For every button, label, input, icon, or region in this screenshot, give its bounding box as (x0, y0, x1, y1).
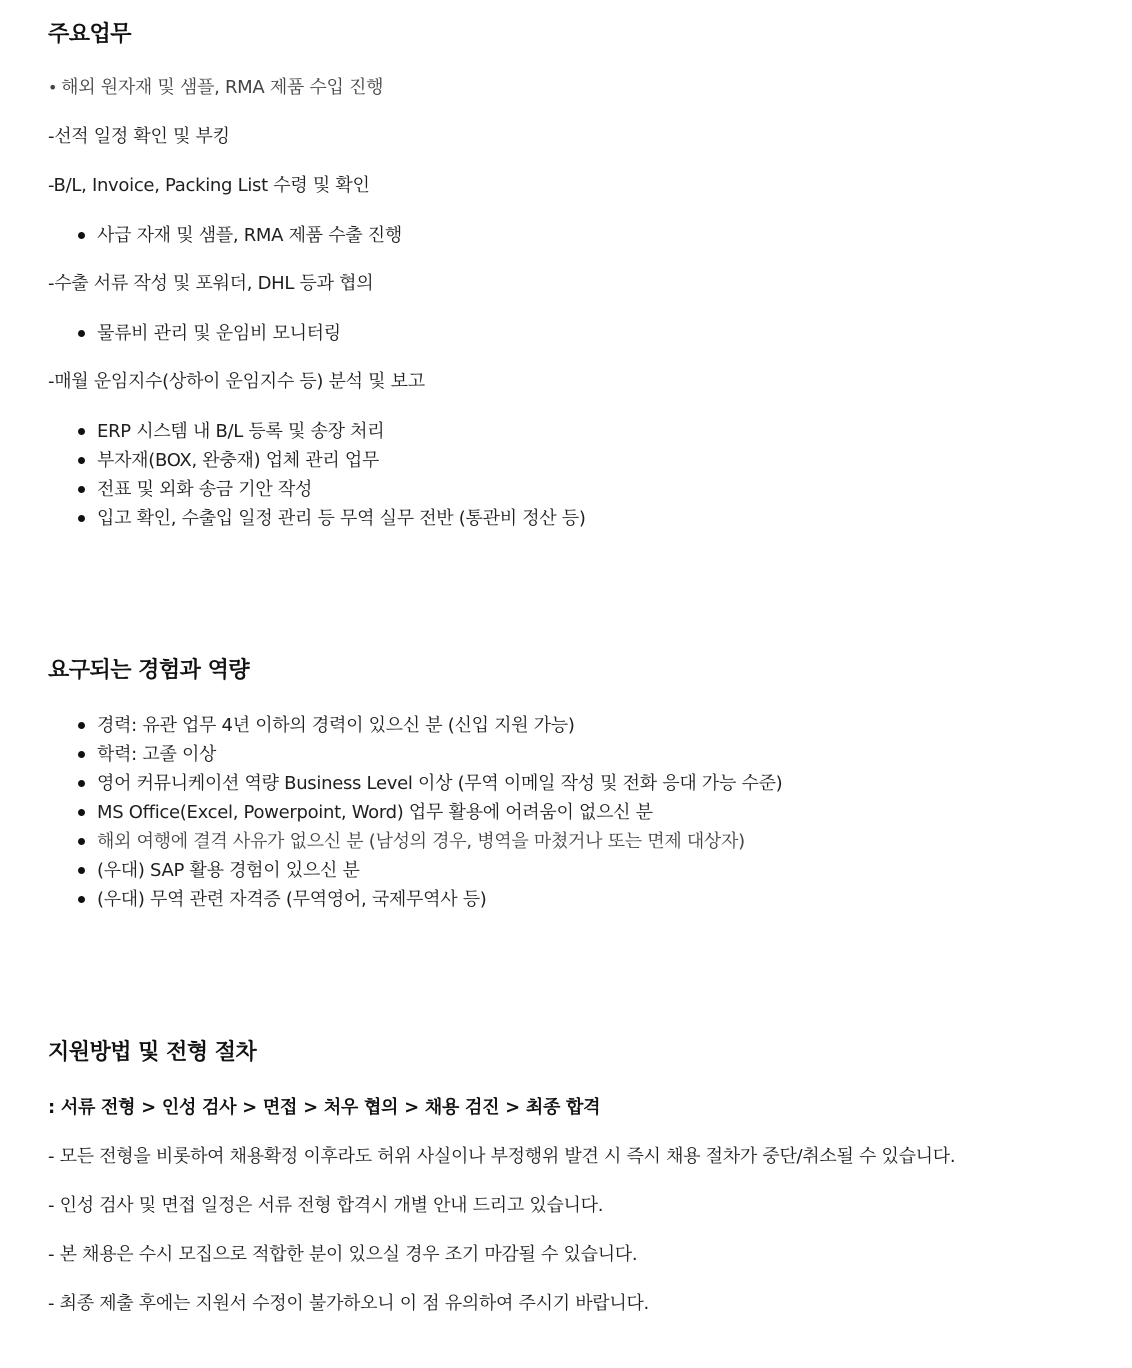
duties-dash-line-1: -선적 일정 확인 및 부킹 (48, 126, 230, 147)
duties-intro-text: 해외 원자재 및 샘플, RMA 제품 수입 진행 (61, 77, 384, 98)
process-note-2: - 인성 검사 및 면접 일정은 서류 전형 합격시 개별 안내 드리고 있습니다. (48, 1195, 604, 1216)
process-note-4: - 최종 제출 후에는 지원서 수정이 불가하오니 이 점 유의하여 주시기 바랍니다. (48, 1293, 649, 1314)
list-item: (우대) 무역 관련 자격증 (무역영어, 국제무역사 등) (97, 885, 782, 914)
list-item: 영어 커뮤니케이션 역량 Business Level 이상 (무역 이메일 작성 및 전화 응대 가능 수준) (97, 769, 782, 798)
list-item: 부자재(BOX, 완충재) 업체 관리 업무 (97, 446, 586, 475)
duties-dash-line-3: -수출 서류 작성 및 포워더, DHL 등과 협의 (48, 273, 374, 294)
duties-dash-line-4: -매월 운임지수(상하이 운임지수 등) 분석 및 보고 (48, 371, 425, 392)
process-note-1: - 모든 전형을 비롯하여 채용확정 이후라도 허위 사실이나 부정행위 발견 시 즉시 채용 절차가 중단/취소될 수 있습니다. (48, 1146, 956, 1167)
requirements-heading: 요구되는 경험과 역량 (48, 658, 250, 683)
duties-heading: 주요업무 (48, 22, 132, 47)
bullet-icon: • (48, 78, 58, 97)
duties-list-1 (0, 221, 402, 250)
duties-list-3 (0, 417, 586, 533)
process-heading: 지원방법 및 전형 절차 (48, 1040, 257, 1065)
list-item: 입고 확인, 수출입 일정 관리 등 무역 실무 전반 (통관비 정산 등) (97, 504, 586, 533)
duties-list-2 (0, 319, 341, 348)
list-item: 전표 및 외화 송금 기안 작성 (97, 475, 586, 504)
list-item: ERP 시스템 내 B/L 등록 및 송장 처리 (97, 417, 586, 446)
duties-dash-line-2: -B/L, Invoice, Packing List 수령 및 확인 (48, 175, 370, 196)
duties-intro-item (48, 76, 383, 100)
process-steps: : 서류 전형 > 인성 검사 > 면접 > 처우 협의 > 채용 검진 > 최종 합격 (48, 1097, 601, 1118)
list-item: 해외 여행에 결격 사유가 없으신 분 (남성의 경우, 병역을 마쳤거나 또는 면제 대상자) (97, 827, 782, 856)
list-item: 사급 자재 및 샘플, RMA 제품 수출 진행 (97, 221, 402, 250)
process-note-3: - 본 채용은 수시 모집으로 적합한 분이 있으실 경우 조기 마감될 수 있습니다. (48, 1244, 638, 1265)
list-item: 물류비 관리 및 운임비 모니터링 (97, 319, 341, 348)
list-item: 경력: 유관 업무 4년 이하의 경력이 있으신 분 (신입 지원 가능) (97, 711, 782, 740)
requirements-list (0, 711, 782, 914)
list-item: 학력: 고졸 이상 (97, 740, 782, 769)
list-item: MS Office(Excel, Powerpoint, Word) 업무 활용에 어려움이 없으신 분 (97, 798, 782, 827)
list-item: (우대) SAP 활용 경험이 있으신 분 (97, 856, 782, 885)
